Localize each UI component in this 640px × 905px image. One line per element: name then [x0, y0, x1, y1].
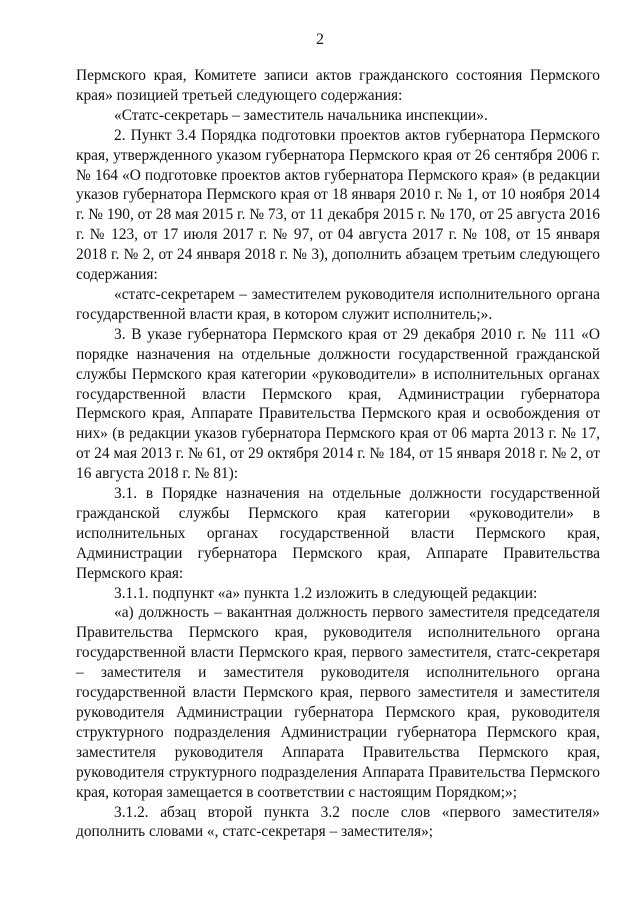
paragraph-item-3-1-2: 3.1.2. абзац второй пункта 3.2 после слов «первого заместителя» дополнить словами «, статс-секретаря – заместителя»;: [76, 803, 600, 841]
paragraph-continuation: Пермского края, Комитете записи актов гражданского состояния Пермского края» позицией третьей следующего содержания:: [76, 67, 600, 104]
paragraph-quote-definition: «статс-секретарем – заместителем руководителя исполнительного органа государственной власти края, в котором служит исполнитель;».: [76, 285, 600, 323]
paragraph-item-3: 3. В указе губернатора Пермского края от 29 декабря 2010 г. № 111 «О порядке назначения на отдельные должности государственной гражданской службы Пермского края категории «руководители» в исполнительных органах государственной власти Пермского края, Администрации губернатора Пермского края, Аппарате Правительства Пермского края и освобождения от них» (в редакции указов губернатора Пермского края от 06 марта 2013 г. № 17, от 24 мая 2013 г. № 61, от 29 октября 2014 г. № 184, от 15 января 2018 г. № 2, от 16 августа 2018 г. № 81):: [76, 325, 600, 483]
paragraph-quote-position: «Статс-секретарь – заместитель начальника инспекции».: [114, 106, 488, 124]
paragraph-item-3-1-1: 3.1.1. подпункт «а» пункта 1.2 изложить в следующей редакции:: [114, 584, 538, 602]
page-number: 2: [316, 31, 324, 48]
paragraph-item-2: 2. Пункт 3.4 Порядка подготовки проектов актов губернатора Пермского края, утвержденного указом губернатора Пермского края от 26 сентября 2006 г. № 164 «О подготовке проектов актов губернатора Пермского края» (в редакции указов губернатора Пермского края от 18 января 2010 г. № 1, от 10 ноября 2014 г. № 190, от 28 мая 2015 г. № 73, от 11 декабря 2015 г. № 170, от 25 августа 2016 г. № 123, от 17 июля 2017 г. № 97, от 04 августа 2017 г. № 108, от 15 января 2018 г. № 2, от 24 января 2018 г. № 3), дополнить абзацем третьим следующего содержания:: [76, 126, 600, 284]
paragraph-subitem-a: «а) должность – вакантная должность первого заместителя председателя Правительства Пермского края, руководителя исполнительного органа государственной власти Пермского края, первого заместителя, статс-секретаря – заместителя и заместителя руководителя исполнительного органа государственной власти Пермского края, первого заместителя и заместителя руководителя Администрации губернатора Пермского края, руководителя структурного подразделения Администрации губернатора Пермского края, заместителя руководителя Аппарата Правительства Пермского края, руководителя структурного подразделения Аппарата Правительства Пермского края, которая замещается в соответствии с настоящим Порядком;»;: [76, 604, 600, 801]
paragraph-item-3-1: 3.1. в Порядке назначения на отдельные должности государственной гражданской службы Пермского края категории «руководители» в исполнительных органах государственной власти Пермского края, Администрации губернатора Пермского края, Аппарате Правительства Пермского края:: [76, 485, 600, 582]
document-body: [76, 66, 600, 842]
